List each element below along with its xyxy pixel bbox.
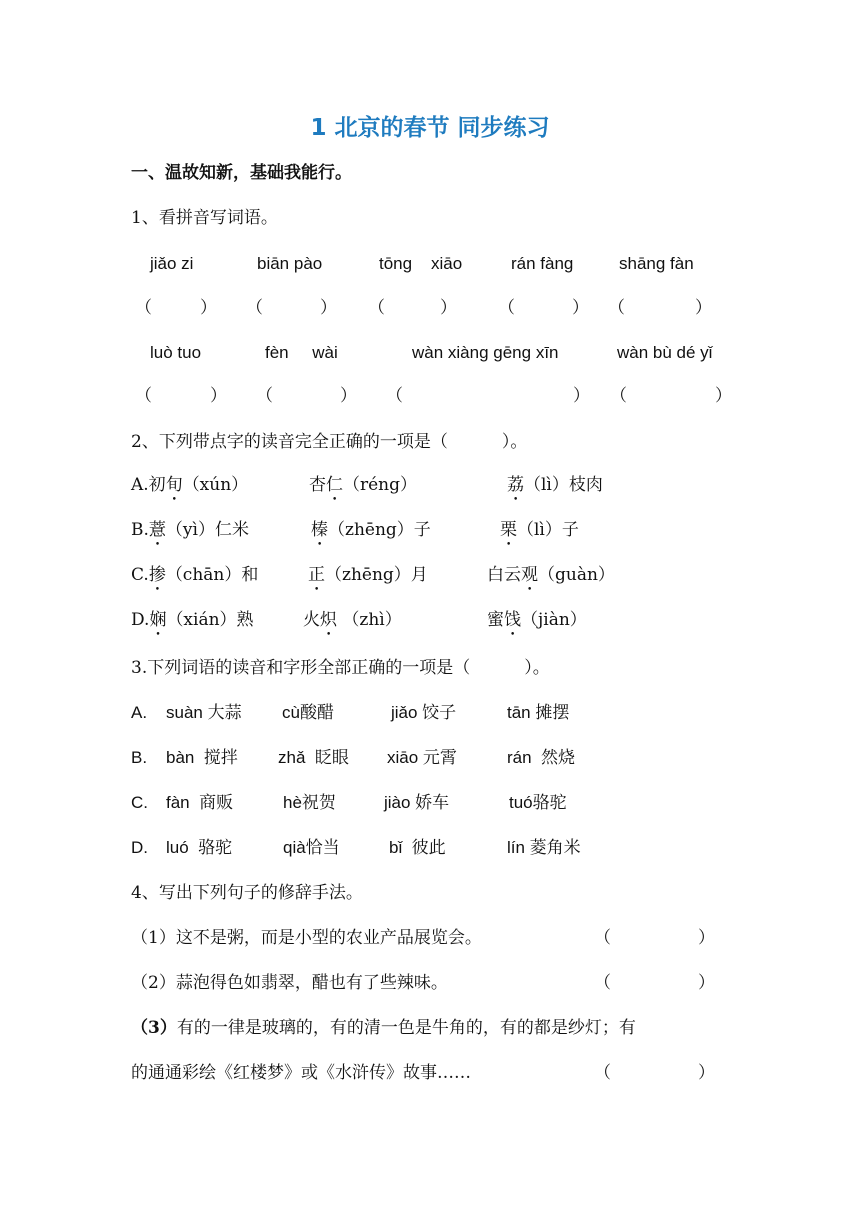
answer-close-paren: ）	[698, 1063, 715, 1083]
dotted-char: 饯	[504, 610, 521, 630]
option-2d-part2	[303, 608, 402, 640]
option-2b-part2	[311, 518, 431, 550]
answer-close-paren: ）	[572, 298, 589, 318]
pinyin-5: shāng fàn	[619, 254, 694, 273]
option-3c-letter: C.	[131, 793, 148, 812]
answer-open-paren: （	[135, 298, 152, 318]
option-3a-word: cù酸醋	[282, 703, 334, 722]
pinyin-2: biān pào	[257, 254, 323, 273]
option-text: 杏	[309, 475, 326, 495]
option-text: B.	[131, 520, 149, 540]
dotted-char: 炽	[320, 610, 337, 630]
option-text: D.	[131, 610, 150, 630]
option-3c-word: fàn 商贩	[166, 793, 234, 812]
answer-open-paren: （	[608, 298, 625, 318]
pinyin-1: jiǎo zi	[150, 254, 194, 273]
option-2a-part1	[131, 473, 248, 505]
option-3a-word: jiǎo 饺子	[391, 703, 457, 722]
option-text: （xún）	[182, 475, 249, 495]
dotted-char: 掺	[148, 565, 166, 585]
dotted-char: 观	[521, 565, 538, 585]
option-2c-part3	[487, 563, 615, 595]
pinyin-4: rán fàng	[511, 254, 574, 273]
dotted-char: 仁	[326, 475, 343, 495]
option-text: （guàn）	[538, 565, 615, 585]
dotted-char: 薏	[148, 520, 166, 540]
sentence-3-number: （3）	[131, 1018, 177, 1038]
dotted-char: 正	[308, 565, 325, 585]
answer-open-paren: （	[386, 386, 403, 406]
pinyin-8: wàn xiàng gēng xīn	[412, 343, 559, 362]
sentence-1: （1）这不是粥，而是小型的农业产品展览会。	[131, 928, 482, 948]
answer-open-paren: （	[594, 1063, 611, 1083]
answer-close-paren: ）	[440, 298, 457, 318]
answer-open-paren: （	[246, 298, 263, 318]
answer-open-paren: （	[256, 386, 273, 406]
option-3c-word: jiào 娇车	[384, 793, 450, 812]
option-3d-word: bǐ 彼此	[389, 838, 446, 857]
option-2d-part3	[487, 608, 587, 640]
option-3c-word: tuó骆驼	[509, 793, 567, 812]
answer-close-paren: ）	[200, 298, 217, 318]
option-text: A.初	[131, 475, 166, 495]
answer-close-paren: ）	[715, 386, 732, 406]
option-text: （xián）熟	[166, 610, 254, 630]
section-heading: 一、温故知新，基础我能行。	[131, 163, 352, 183]
option-text: （lì）枝肉	[524, 475, 603, 495]
option-text: （lì）子	[517, 520, 579, 540]
sentence-3-line2: 的通通彩绘《红楼梦》或《水浒传》故事……	[131, 1063, 471, 1083]
dotted-char: 榛	[311, 520, 328, 540]
answer-open-paren: （	[594, 928, 611, 948]
dotted-char: 旬	[165, 475, 183, 495]
question-4-stem: 4、写出下列句子的修辞手法。	[131, 883, 363, 903]
answer-open-paren: （	[368, 298, 385, 318]
dotted-char: 栗	[500, 520, 517, 540]
option-3b-word: zhǎ 眨眼	[278, 748, 349, 767]
option-3b-word: bàn 搅拌	[166, 748, 238, 767]
option-3c-word: hè祝贺	[283, 793, 336, 812]
option-2c-part2	[308, 563, 428, 595]
option-text: （zhēng）子	[328, 520, 431, 540]
option-text: 火	[303, 610, 320, 630]
answer-open-paren: （	[498, 298, 515, 318]
answer-open-paren: （	[135, 386, 152, 406]
option-3d-letter: D.	[131, 838, 148, 857]
answer-open-paren: （	[610, 386, 627, 406]
answer-close-paren: ）	[698, 973, 715, 993]
option-2b-part1	[131, 518, 249, 550]
option-text: 白云	[487, 565, 521, 585]
pinyin-9: wàn bù dé yǐ	[617, 343, 713, 362]
sentence-3-text: 有的一律是玻璃的，有的清一色是牛角的，有的都是纱灯；有	[176, 1018, 636, 1038]
answer-open-paren: （	[594, 973, 611, 993]
option-3d-word: lín 菱角米	[507, 838, 581, 857]
option-text: （chān）和	[165, 565, 259, 585]
question-3-stem: 3.下列词语的读音和字形全部正确的一项是（ ）。	[131, 658, 550, 678]
option-3b-letter: B.	[131, 748, 148, 767]
option-text: （zhì）	[337, 610, 402, 630]
answer-close-paren: ）	[695, 298, 712, 318]
dotted-char: 荔	[507, 475, 524, 495]
option-text: 蜜	[487, 610, 504, 630]
sentence-2: （2）蒜泡得色如翡翠，醋也有了些辣味。	[131, 973, 448, 993]
page-title: 1 北京的春节 同步练习	[310, 115, 550, 141]
option-3b-word: xiāo 元霄	[387, 748, 457, 767]
answer-close-paren: ）	[210, 386, 227, 406]
answer-close-paren: ）	[340, 386, 357, 406]
option-text: （yì）仁米	[165, 520, 249, 540]
option-3d-word: qià恰当	[283, 838, 340, 857]
option-2d-part1	[131, 608, 254, 640]
option-2b-part3	[500, 518, 579, 550]
pinyin-6: luò tuo	[150, 343, 202, 362]
option-2a-part3	[507, 473, 603, 505]
option-text: （zhēng）月	[325, 565, 428, 585]
option-3a-letter: A.	[131, 703, 148, 722]
answer-close-paren: ）	[698, 928, 715, 948]
option-text: （jiàn）	[521, 610, 587, 630]
option-text: （réng）	[343, 475, 418, 495]
option-3b-word: rán 然烧	[507, 748, 576, 767]
question-1-stem: 1、看拼音写词语。	[131, 208, 278, 228]
question-2-stem: 2、下列带点字的读音完全正确的一项是（ ）。	[131, 432, 528, 452]
option-3d-word: luó 骆驼	[166, 838, 233, 857]
sentence-3-line1	[131, 1016, 636, 1040]
option-2c-part1	[131, 563, 258, 595]
option-3a-word: suàn 大蒜	[166, 703, 242, 722]
pinyin-7: fèn wài	[265, 343, 338, 362]
answer-close-paren: ）	[320, 298, 337, 318]
pinyin-3: tōng xiāo	[379, 254, 463, 273]
answer-close-paren: ）	[573, 386, 590, 406]
dotted-char: 娴	[149, 610, 167, 630]
option-text: C.	[131, 565, 149, 585]
option-2a-part2	[309, 473, 417, 505]
option-3a-word: tān 摊摆	[507, 703, 570, 722]
